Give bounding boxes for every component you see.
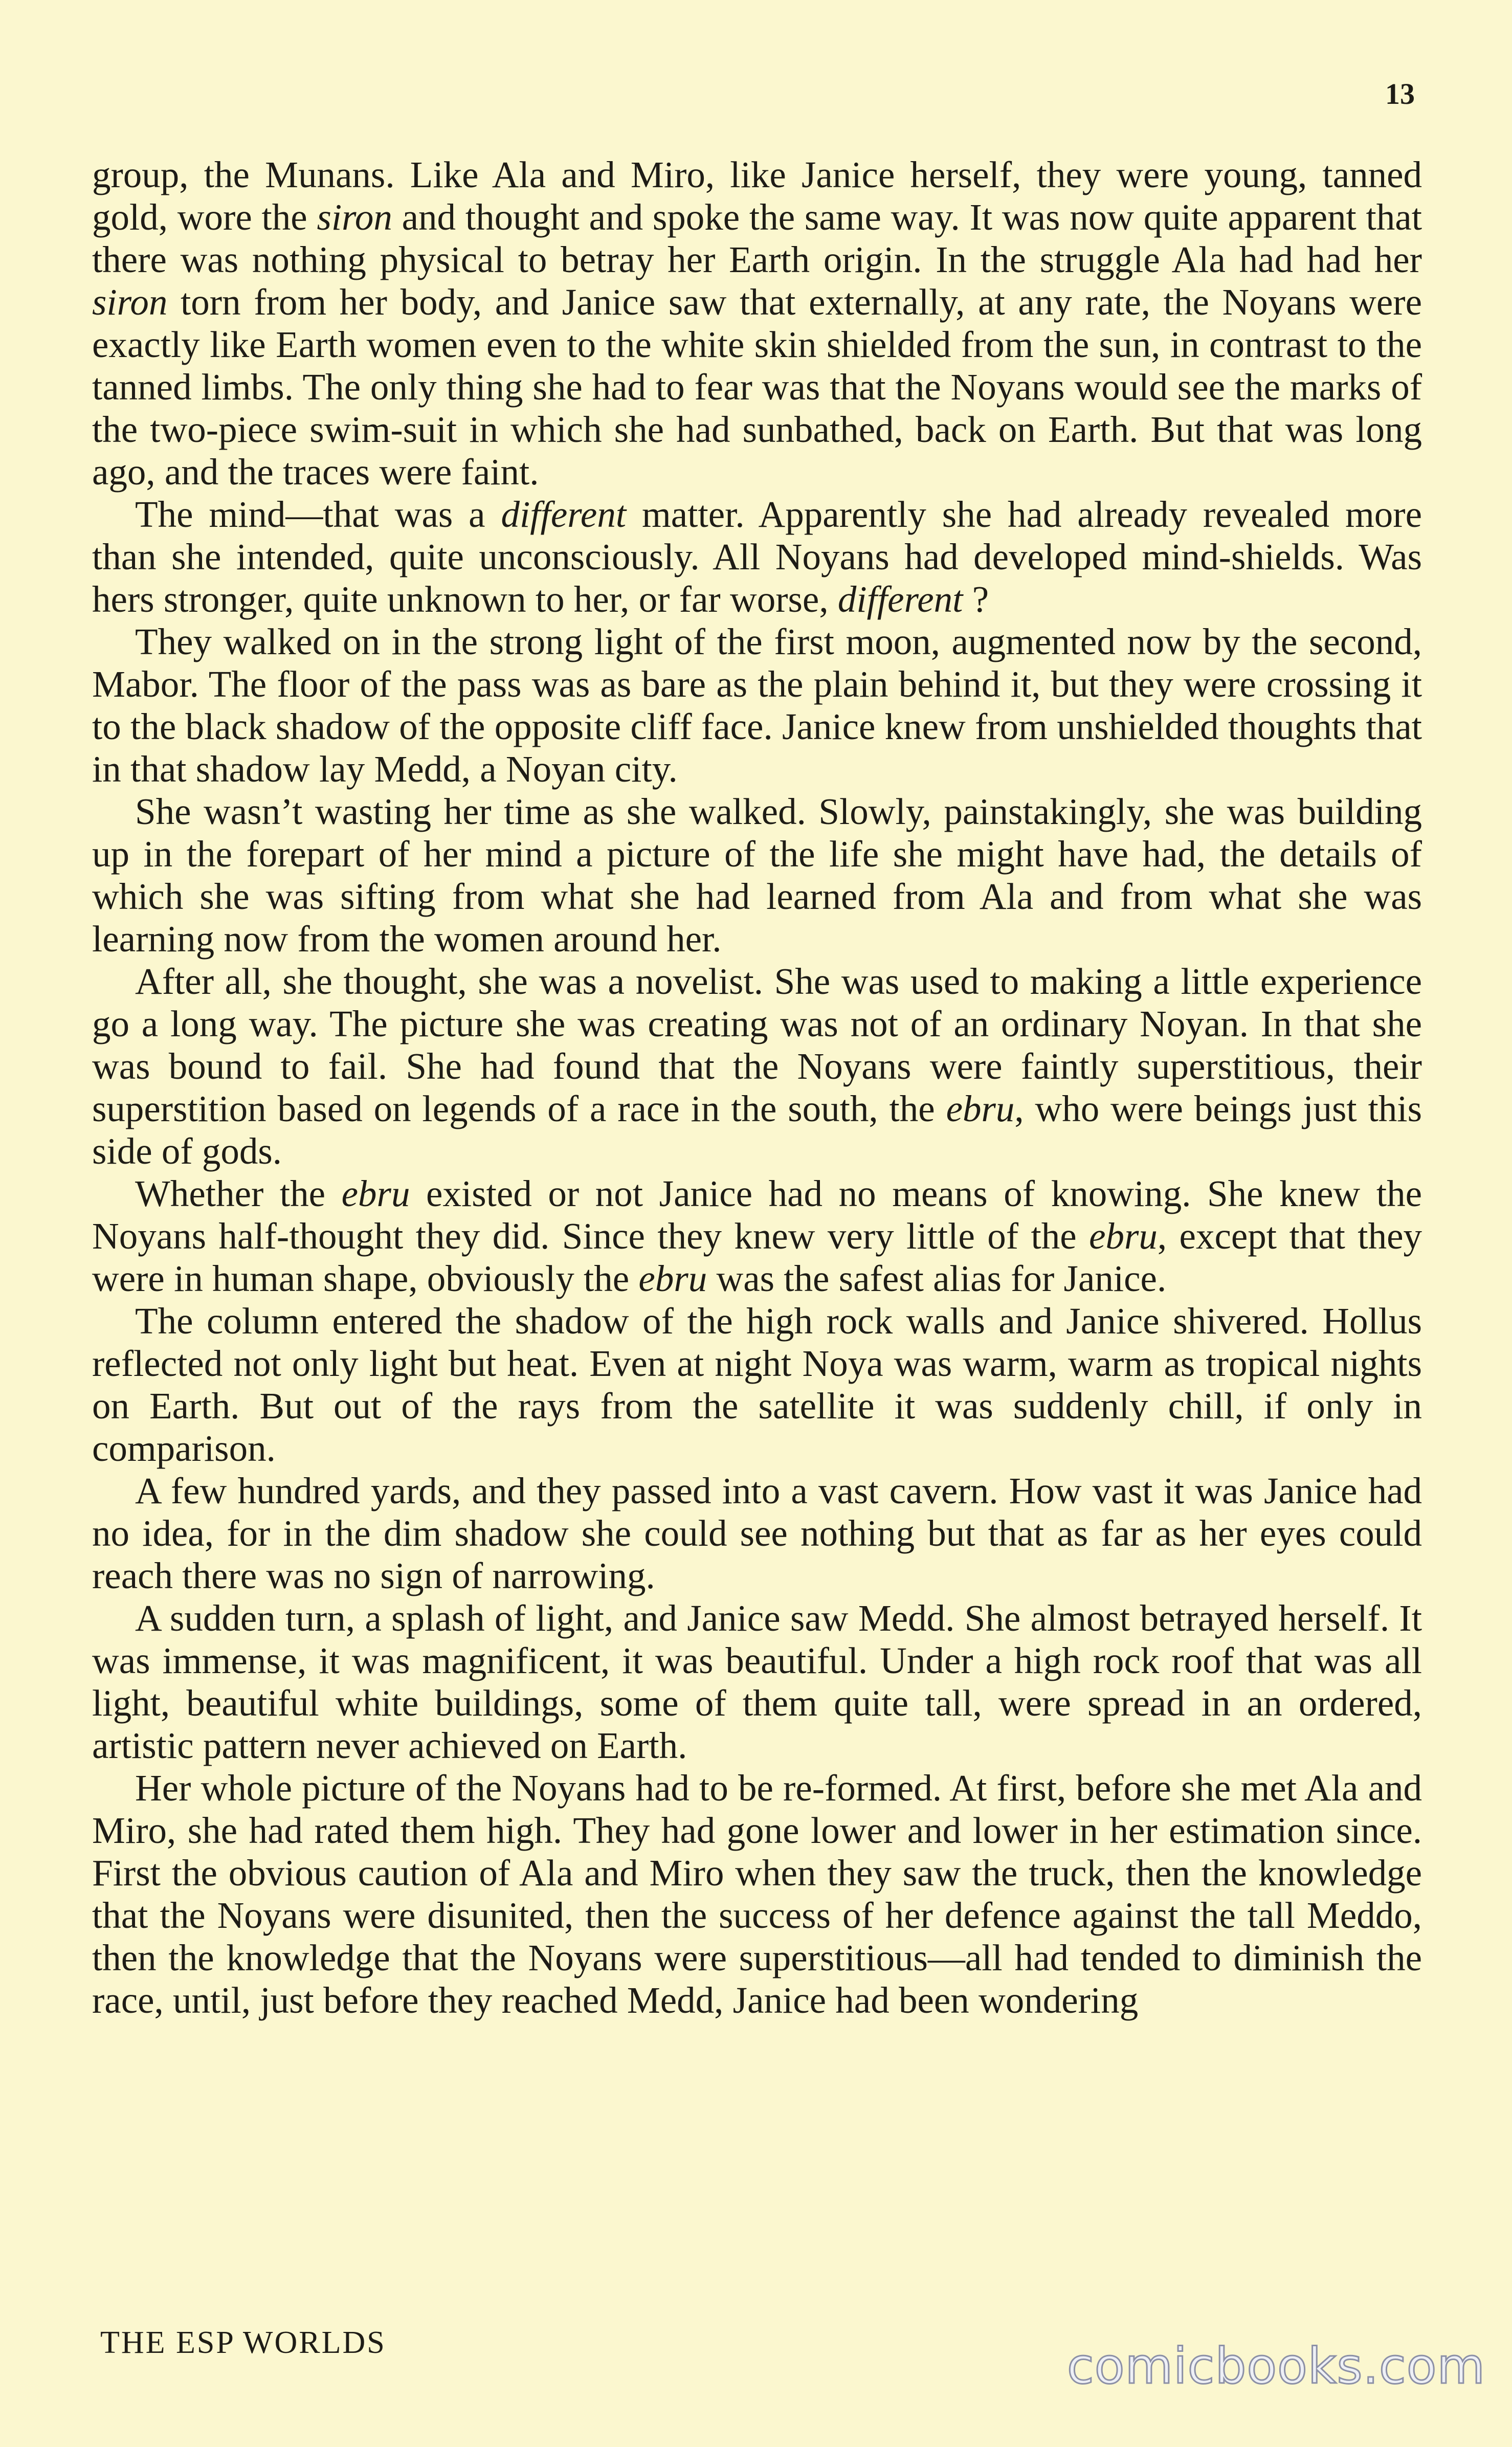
italic-word: different (837, 579, 963, 620)
paragraph: Whether the ebru existed or not Janice had no means of knowing. She knew the Noyans half-thought they did. Since they knew very little of the ebru, except that they were in human shape, obviously the ebru was the safest alias for Janice. (92, 1173, 1422, 1299)
paragraph: A few hundred yards, and they passed into a vast cavern. How vast it was Janice had no idea, for in the dim shadow she could see nothing but that as far as her eyes could reach there was no sign of narrowing. (92, 1470, 1422, 1596)
italic-word: siron (317, 196, 392, 238)
italic-word: siron (92, 281, 168, 323)
paragraph: The mind—that was a different matter. Apparently she had already revealed more than she intended, quite unconsciously. All Noyans had developed mind-shields. Was hers stronger, quite unknown to her, or far worse, different ? (92, 494, 1422, 620)
paragraph: After all, she thought, she was a novelist. She was used to making a little experience go a long way. The picture she was creating was not of an ordinary Noyan. In that she was bound to fail. She had found that the Noyans were faintly superstitious, their superstition based on legends of a race in the south, the ebru, who were beings just this side of gods. (92, 961, 1422, 1172)
italic-word: different (501, 494, 627, 535)
paragraph: She wasn’t wasting her time as she walked. Slowly, painstakingly, she was building up in the forepart of her mind a picture of the life she might have had, the details of which she was sifting from what she had learned from Ala and from what she was learning now from the women around her. (92, 791, 1422, 960)
italic-word: ebru (638, 1258, 707, 1299)
footer-book-title: THE ESP WORLDS (100, 2325, 386, 2360)
body-text (92, 153, 1422, 2021)
paragraph: The column entered the shadow of the high rock walls and Janice shivered. Hollus reflected not only light but heat. Even at night Noya was warm, warm as tropical nights on Earth. But out of the rays from the satellite it was suddenly chill, if only in comparison. (92, 1300, 1422, 1469)
page-number: 13 (1385, 77, 1415, 110)
italic-word: ebru (341, 1173, 410, 1214)
paragraph: Her whole picture of the Noyans had to be re-formed. At first, before she met Ala and Miro, she had rated them high. They had gone lower and lower in her estimation since. First the obvious caution of Ala and Miro when they saw the truck, then the knowledge that the Noyans were disunited, then the success of her defence against the tall Meddo, then the knowledge that the Noyans were superstitious—all had tended to diminish the race, until, just before they reached Medd, Janice had been wondering (92, 1767, 1422, 2021)
italic-word: ebru (1089, 1215, 1158, 1257)
watermark: comicbooks.com (1066, 2338, 1485, 2395)
paragraph: group, the Munans. Like Ala and Miro, like Janice herself, they were young, tanned gold, wore the siron and thought and spoke the same way. It was now quite apparent that there was nothing physical to betray her Earth origin. In the struggle Ala had had her siron torn from her body, and Janice saw that externally, at any rate, the Noyans were exactly like Earth women even to the white skin shielded from the sun, in contrast to the tanned limbs. The only thing she had to fear was that the Noyans would see the marks of the two-piece swim-suit in which she had sunbathed, back on Earth. But that was long ago, and the traces were faint. (92, 154, 1422, 493)
italic-word: ebru (946, 1088, 1015, 1129)
paragraph: A sudden turn, a splash of light, and Janice saw Medd. She almost betrayed herself. It was immense, it was magnificent, it was beautiful. Under a high rock roof that was all light, beautiful white buildings, some of them quite tall, were spread in an ordered, artistic pattern never achieved on Earth. (92, 1597, 1422, 1766)
paragraph: They walked on in the strong light of the first moon, augmented now by the second, Mabor. The floor of the pass was as bare as the plain behind it, but they were crossing it to the black shadow of the opposite cliff face. Janice knew from unshielded thoughts that in that shadow lay Medd, a Noyan city. (92, 621, 1422, 790)
